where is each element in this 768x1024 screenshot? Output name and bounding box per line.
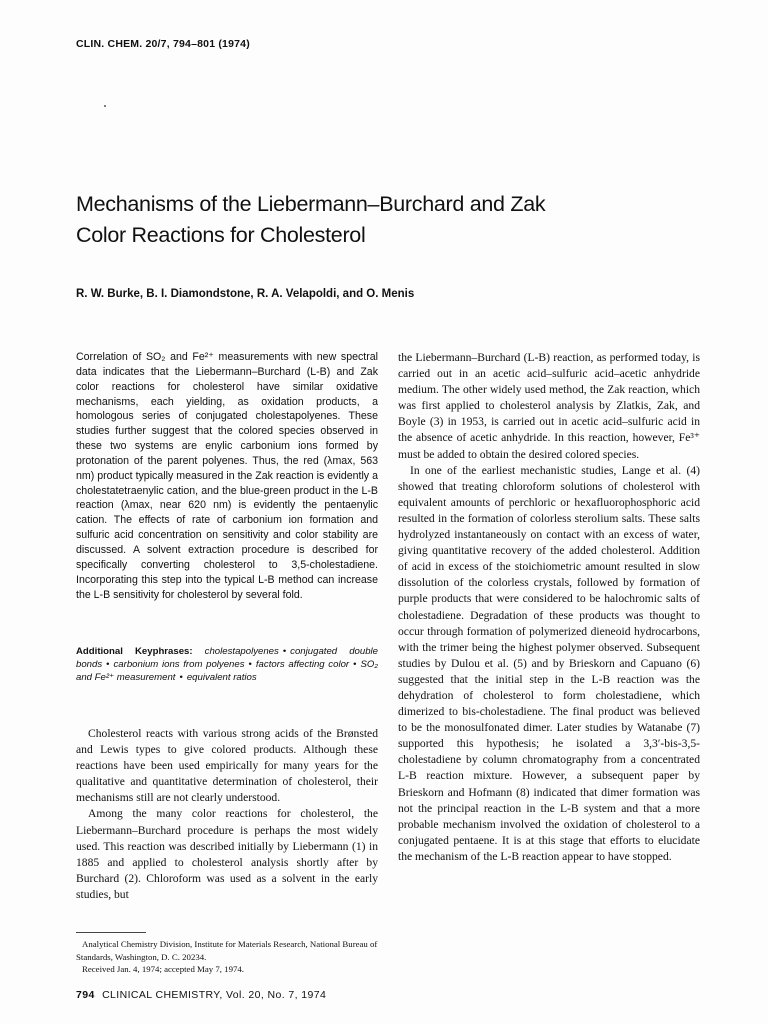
journal-footer: CLINICAL CHEMISTRY, Vol. 20, No. 7, 1974	[102, 989, 327, 1001]
abstract	[76, 350, 378, 602]
title-line-2: Color Reactions for Cholesterol	[76, 223, 366, 247]
keyphrases	[76, 645, 378, 685]
footnote-affiliation: Analytical Chemistry Division, Institute for Materials Research, National Bureau of Standards, Washington, D. C. 20234.	[76, 939, 378, 962]
keyphrase: SO₂ and Fe²⁺ measurement	[76, 659, 378, 684]
author-list: R. W. Burke, B. I. Diamondstone, R. A. Velapoldi, and O. Menis	[76, 288, 415, 300]
keyphrase: conjugated double bonds	[76, 646, 379, 671]
keyphrase-separator: •	[106, 659, 110, 671]
body-paragraph: Cholesterol reacts with various strong acids of the Brønsted and Lewis types to give colored products. Although these reactions have been used empirically for many years for the qualitative and quantitative determination of cholesterol, their mechanisms still are not clearly understood.	[76, 727, 378, 805]
body-paragraph: In one of the earliest mechanistic studies, Lange et al. (4) showed that treating chloroform solutions of cholesterol with equivalent amounts of perchloric or hexafluorophosphoric acid resulted in the formation of colorless sterolium salts. These salts hydrolyzed instantaneously on contact with an excess of water, giving quantitative recovery of the added cholesterol. Addition of acid in excess of the stoichiometric amount resulted in slow dissolution of the colorless crystals, followed by formation of purple products that were considered to be halochromic salts of cholestadiene. Degradation of these products was thought to occur through formation of polymerized dieneoid hydrocarbons, with the trimer being the highest polymer observed. Subsequent studies by Dulou et al. (5) and by Brieskorn and Capuano (6) suggested that the initial step in the L-B reaction was the dehydration of cholesterol to form cholestadiene, which dimerized to bis-cholestadiene. The final product was believed to be the monosulfonated dimer. Later studies by Watanabe (7) supported this hypothesis; he isolated a 3,3′-bis-3,5-cholestadiene by column chromatography from a concentrated L-B reaction mixture. However, a subsequent paper by Brieskorn and Hofmann (8) indicated that dimer formation was not the principal reaction in the L-B system and that a more probable mechanism involved the oxidation of cholesterol to a conjugated pentaene. It is at this stage that efforts to elucidate the mechanism of the L-B reaction appear to have stopped.	[398, 463, 700, 863]
keyphrase-separator: •	[282, 646, 287, 657]
footnote	[76, 938, 378, 976]
keyphrase: equivalent ratios	[186, 672, 257, 684]
page-number: 794	[76, 989, 95, 1001]
keyphrase: factors affecting color	[255, 659, 350, 671]
body-paragraph: Among the many color reactions for cholesterol, the Liebermann–Burchard procedure is perhaps the most widely used. This reaction was described initially by Liebermann (1) in 1885 and applied to cholesterol analysis shortly after by Burchard (2). Chloroform was used as a solvent in the early studies, but	[76, 807, 378, 901]
keyphrases-heading: Additional Keyphrases:	[76, 646, 193, 657]
keyphrase-separator: •	[179, 672, 183, 684]
article-title	[76, 189, 696, 251]
keyphrase-separator: •	[353, 659, 357, 671]
footnote-received: Received Jan. 4, 1974; accepted May 7, 1974.	[82, 964, 244, 975]
keyphrase: cholestapolyenes	[204, 646, 279, 657]
title-line-1: Mechanisms of the Liebermann–Burchard and Zak	[76, 192, 546, 216]
footnote-divider	[76, 932, 146, 933]
keyphrase-separator: •	[248, 659, 252, 671]
abstract-text: Correlation of SO₂ and Fe²⁺ measurements with new spectral data indicates that the Liebermann–Burchard (L-B) and Zak color reactions for cholesterol have similar oxidative mechanisms, each yielding, as oxidation products, a homologous series of conjugated cholestapolyenes. These studies further suggest that the colored species observed in these two systems are enylic carbonium ions formed by protonation of the parent polyenes. Thus, the red (λmax, 563 nm) product typically measured in the Zak reaction is evidently a cholestatetraenylic cation, and the blue-green product in the L-B reaction (λmax, near 620 nm) is evidently the pentaenylic cation. The effects of rate of carbonium ion formation and sulfuric acid concentration on sensitivity and color stability are discussed. A solvent extraction procedure is described for specifically converting cholesterol to 3,5-cholestadiene. Incorporating this step into the typical L-B method can increase the L-B sensitivity for cholesterol by several fold.	[76, 351, 378, 601]
body-column-left	[76, 726, 378, 903]
body-column-right	[398, 350, 700, 865]
page-footer	[76, 989, 326, 1001]
scan-speck	[104, 105, 106, 107]
body-paragraph: the Liebermann–Burchard (L-B) reaction, as performed today, is carried out in an acetic acid–sulfuric acid–acetic anhydride medium. The other widely used method, the Zak reaction, which was first applied to cholesterol analysis by Zlatkis, Zak, and Boyle (3) in 1953, is carried out in acetic acid–sulfuric acid in the absence of acetic anhydride. In this reaction, however, Fe³⁺ must be added to obtain the desired colored species.	[398, 351, 700, 461]
keyphrase: carbonium ions from polyenes	[113, 659, 245, 671]
journal-citation-header: CLIN. CHEM. 20/7, 794–801 (1974)	[76, 38, 250, 50]
